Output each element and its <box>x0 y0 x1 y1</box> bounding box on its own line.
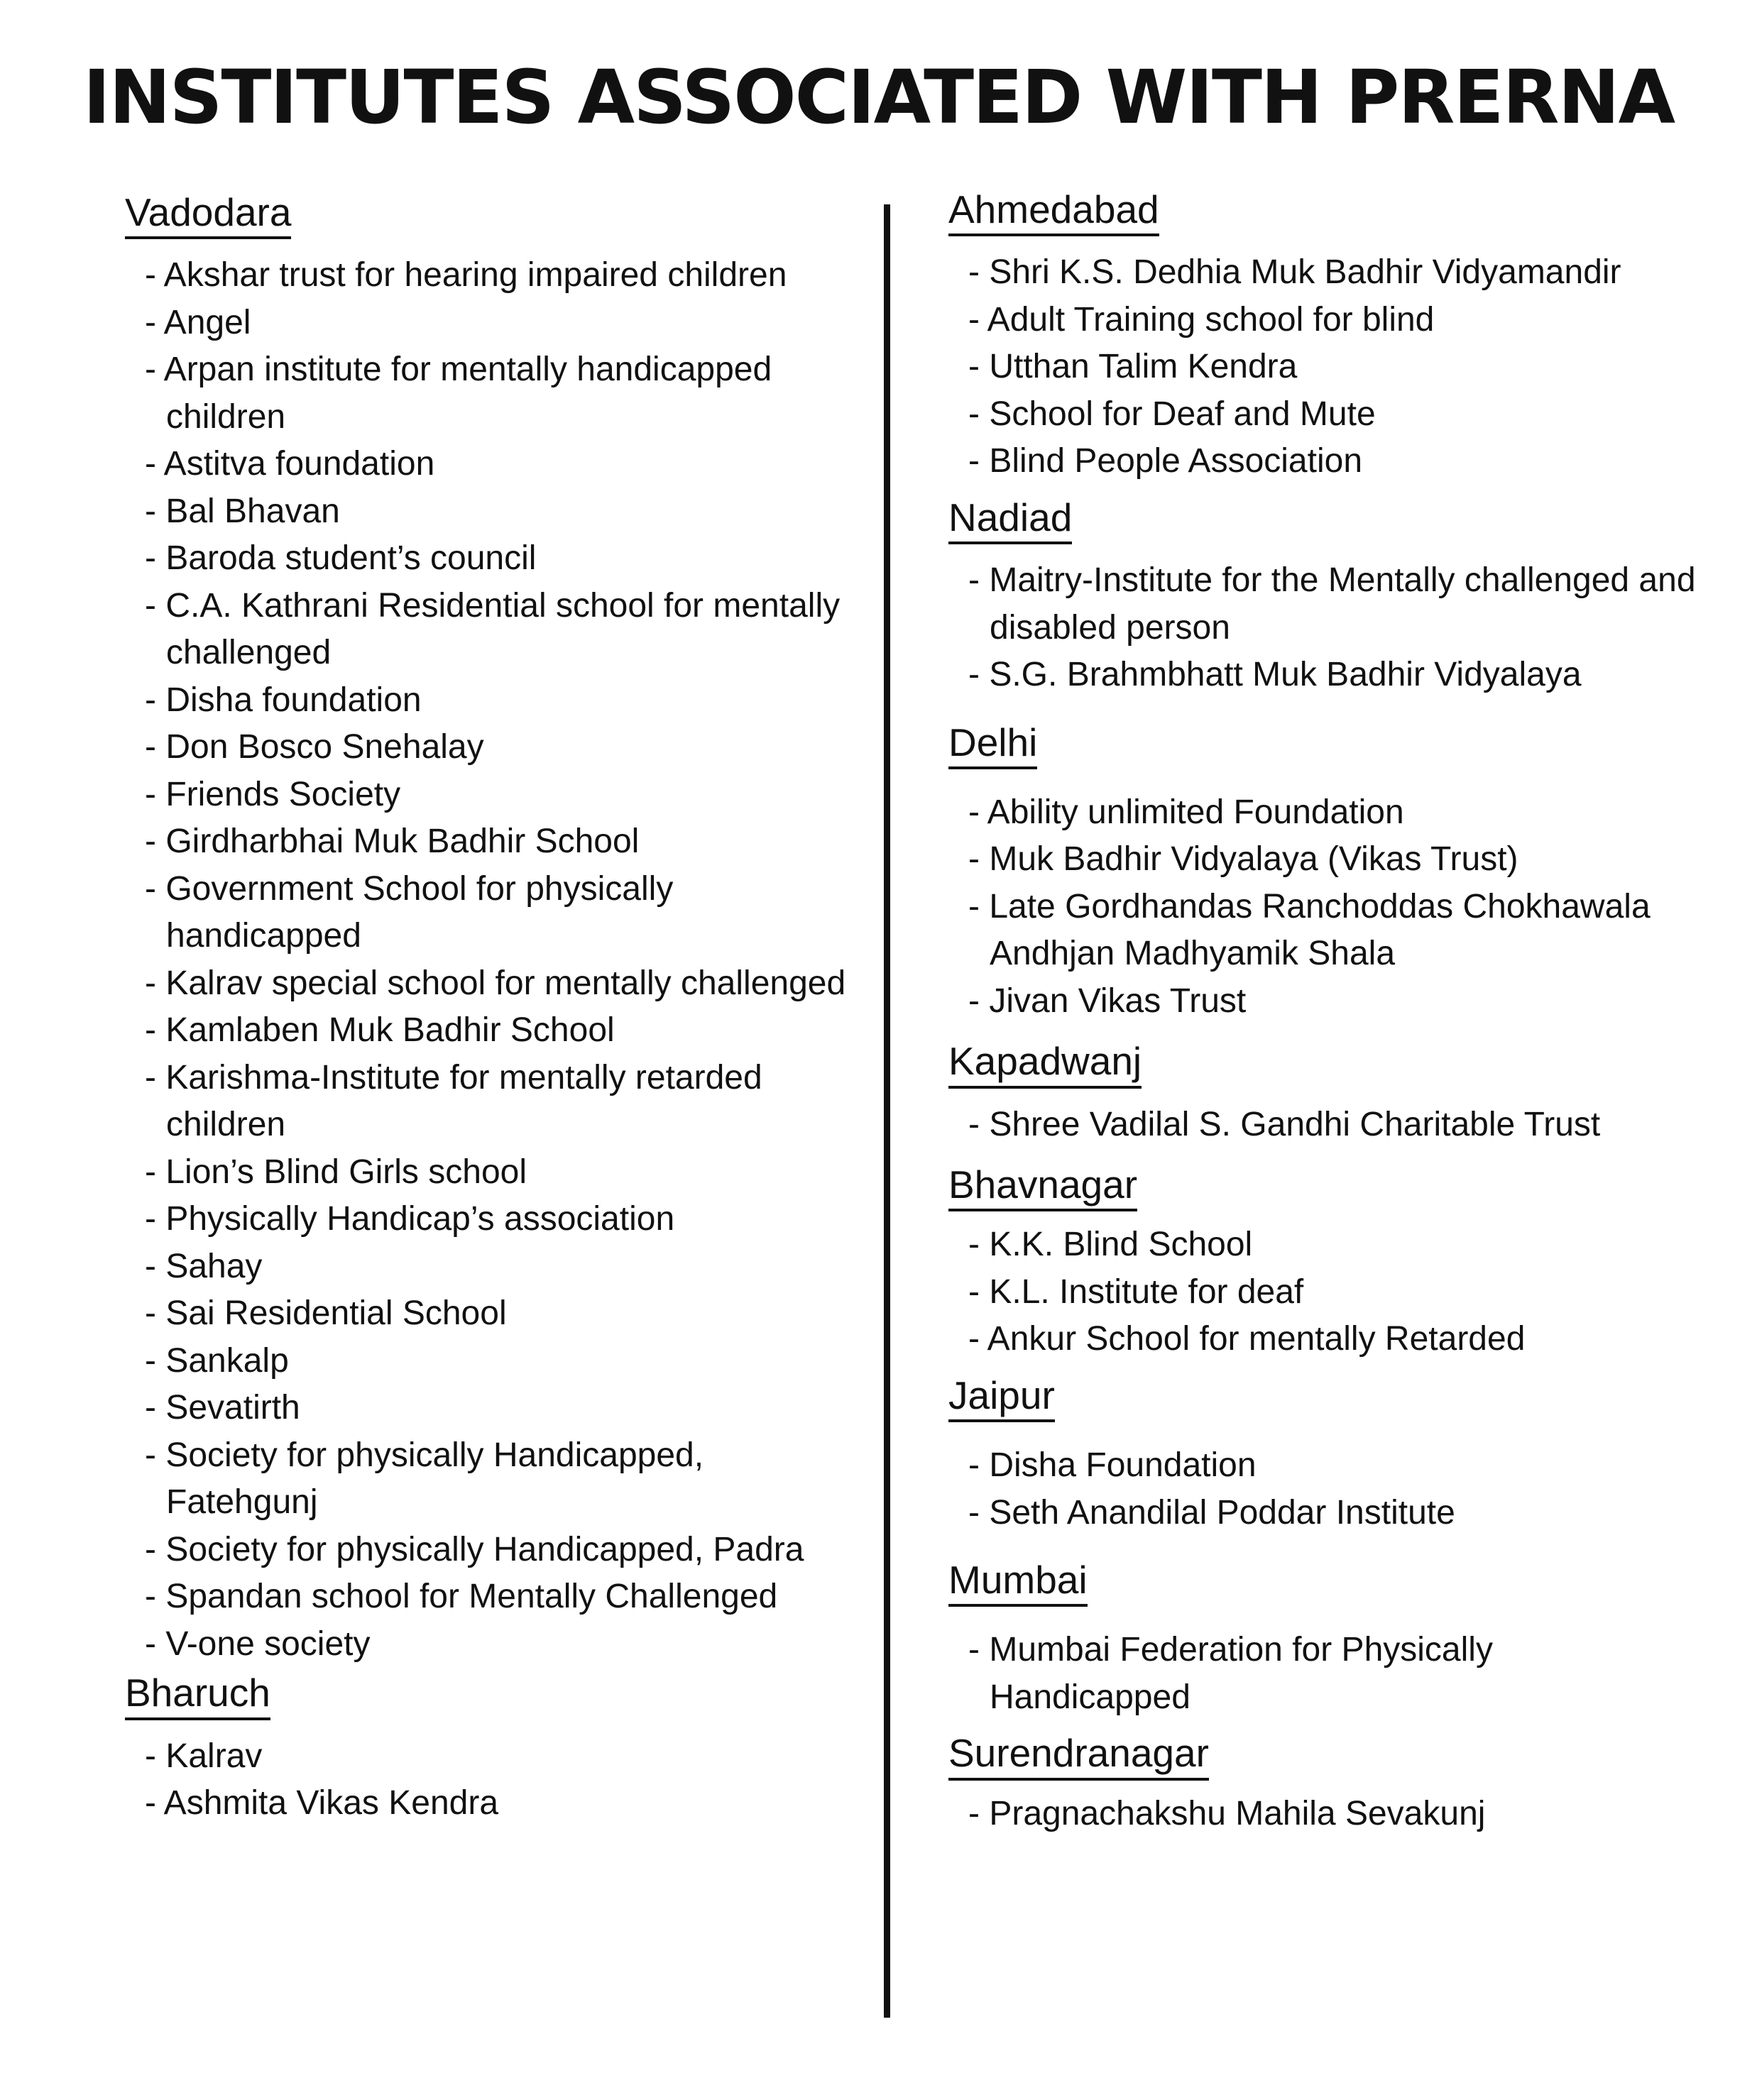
section-ahmedabad <box>948 187 1701 485</box>
list-item: - Astitva foundation <box>145 441 863 488</box>
section-bharuch <box>125 1671 863 1827</box>
list-item: - Kamlaben Muk Badhir School <box>145 1007 863 1055</box>
list-item: - K.L. Institute for deaf <box>968 1269 1701 1316</box>
list-item: - Disha Foundation <box>968 1442 1701 1490</box>
list-item: - Sevatirth <box>145 1385 863 1432</box>
list-item: - Lion’s Blind Girls school <box>145 1149 863 1197</box>
section-heading: Delhi <box>948 720 1037 769</box>
section-delhi <box>948 720 1701 1026</box>
list-item: - Pragnachakshu Mahila Sevakunj <box>968 1791 1701 1838</box>
institute-list <box>948 1627 1701 1721</box>
left-column <box>125 190 863 1827</box>
section-jaipur <box>948 1373 1701 1536</box>
list-item: - Sankalp <box>145 1338 863 1385</box>
section-kapadwanj <box>948 1039 1701 1148</box>
list-item: - Physically Handicap’s association <box>145 1196 863 1243</box>
list-item: - Maitry-Institute for the Mentally challenged and disabled person <box>968 557 1701 652</box>
section-heading: Ahmedabad <box>948 187 1159 236</box>
right-column <box>948 187 1701 1837</box>
column-divider <box>884 204 890 2018</box>
institute-list <box>948 1221 1701 1363</box>
list-item: - Friends Society <box>145 771 863 819</box>
list-item: - Sai Residential School <box>145 1290 863 1338</box>
list-item: - Ability unlimited Foundation <box>968 789 1701 837</box>
institute-list <box>948 249 1701 485</box>
list-item: - Baroda student’s council <box>145 535 863 583</box>
list-item: - Ankur School for mentally Retarded <box>968 1316 1701 1363</box>
list-item: - S.G. Brahmbhatt Muk Badhir Vidyalaya <box>968 652 1701 699</box>
list-item: - Government School for physically handicapped <box>145 866 863 960</box>
section-nadiad <box>948 495 1701 699</box>
section-heading: Bharuch <box>125 1671 270 1720</box>
list-item: - Muk Badhir Vidyalaya (Vikas Trust) <box>968 836 1701 884</box>
list-item: - Mumbai Federation for Physically Handicapped <box>968 1627 1701 1721</box>
list-item: - Shri K.S. Dedhia Muk Badhir Vidyamandir <box>968 249 1701 297</box>
list-item: - Disha foundation <box>145 677 863 725</box>
list-item: - School for Deaf and Mute <box>968 391 1701 439</box>
list-item: - Seth Anandilal Poddar Institute <box>968 1490 1701 1537</box>
section-heading: Kapadwanj <box>948 1039 1142 1088</box>
institute-list <box>125 1733 863 1827</box>
list-item: - Don Bosco Snehalay <box>145 724 863 771</box>
list-item: - Karishma-Institute for mentally retarded children <box>145 1055 863 1149</box>
section-heading: Vadodara <box>125 190 291 239</box>
section-bhavnagar <box>948 1162 1701 1363</box>
list-item: - C.A. Kathrani Residential school for mentally challenged <box>145 583 863 677</box>
list-item: - Angel <box>145 299 863 347</box>
section-surendranagar <box>948 1731 1701 1837</box>
section-heading: Bhavnagar <box>948 1162 1137 1211</box>
list-item: - Kalrav special school for mentally challenged <box>145 960 863 1008</box>
institute-list <box>948 557 1701 699</box>
institute-list <box>948 1101 1701 1149</box>
institute-list <box>125 252 863 1668</box>
section-mumbai <box>948 1558 1701 1721</box>
list-item: - Arpan institute for mentally handicapped children <box>145 346 863 441</box>
list-item: - Utthan Talim Kendra <box>968 343 1701 391</box>
list-item: - Akshar trust for hearing impaired children <box>145 252 863 299</box>
page-title: INSTITUTES ASSOCIATED WITH PRERNA <box>82 54 1675 141</box>
section-heading: Mumbai <box>948 1558 1088 1607</box>
section-heading: Nadiad <box>948 495 1072 544</box>
list-item: - Kalrav <box>145 1733 863 1781</box>
section-heading: Jaipur <box>948 1373 1055 1422</box>
list-item: - Blind People Association <box>968 438 1701 485</box>
institute-list <box>948 1791 1701 1838</box>
list-item: - Society for physically Handicapped, Fatehgunj <box>145 1432 863 1527</box>
list-item: - Bal Bhavan <box>145 488 863 536</box>
list-item: - Ashmita Vikas Kendra <box>145 1780 863 1827</box>
list-item: - Spandan school for Mentally Challenged <box>145 1573 863 1621</box>
list-item: - Adult Training school for blind <box>968 297 1701 344</box>
list-item: - Girdharbhai Muk Badhir School <box>145 818 863 866</box>
list-item: - V-one society <box>145 1621 863 1669</box>
list-item: - Sahay <box>145 1243 863 1291</box>
section-heading: Surendranagar <box>948 1731 1209 1780</box>
list-item: - Late Gordhandas Ranchoddas Chokhawala Andhjan Madhyamik Shala <box>968 884 1701 978</box>
institute-list <box>948 1442 1701 1536</box>
list-item: - Shree Vadilal S. Gandhi Charitable Trust <box>968 1101 1701 1149</box>
list-item: - Jivan Vikas Trust <box>968 978 1701 1026</box>
list-item: - K.K. Blind School <box>968 1221 1701 1269</box>
section-vadodara <box>125 190 863 1668</box>
list-item: - Society for physically Handicapped, Padra <box>145 1527 863 1574</box>
institute-list <box>948 789 1701 1026</box>
